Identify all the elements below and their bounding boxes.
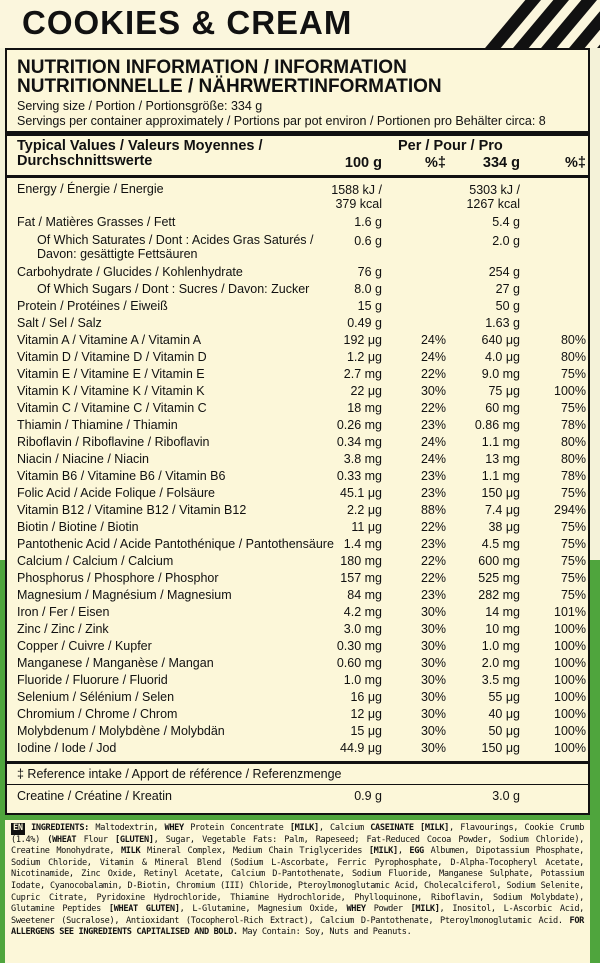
pct-serving: 80% <box>560 452 586 466</box>
allergen-text: [GLUTEN] <box>115 834 154 845</box>
col-100g: 100 g <box>344 155 382 171</box>
pct-serving: 75% <box>560 554 586 568</box>
pct-100g: 88% <box>420 503 446 517</box>
nutrient-row <box>7 281 588 298</box>
nutrition-heading-line2: NUTRITIONNELLE / NÄHRWERTINFORMATION <box>17 76 442 97</box>
nutrient-label: Vitamin D / Vitamine D / Vitamin D <box>17 350 207 364</box>
value-100g: 11 μg <box>351 520 382 534</box>
nutrition-rows <box>7 181 588 807</box>
pct-100g: 24% <box>420 452 446 466</box>
nutrient-row <box>7 536 588 553</box>
value-100g: 0.30 mg <box>336 639 382 653</box>
nutrient-row <box>7 723 588 740</box>
value-100g: 180 mg <box>340 554 382 568</box>
allergen-text: [MILK] <box>368 846 398 857</box>
value-serving: 38 μg <box>488 520 520 534</box>
nutrient-row <box>7 621 588 638</box>
ingredient-text: Maltodextrin, <box>88 823 165 833</box>
value-100g: 84 mg <box>347 588 382 602</box>
value-serving: 2.0 g <box>492 234 520 248</box>
pct-100g: 22% <box>420 520 446 534</box>
nutrient-rows-rest <box>7 264 588 807</box>
value-100g: 0.9 g <box>354 789 382 803</box>
value-serving: 14 mg <box>485 605 520 619</box>
value-serving: 150 μg <box>481 486 520 500</box>
pct-serving: 100% <box>554 690 586 704</box>
pct-serving: 75% <box>560 588 586 602</box>
allergen-text: WHEY <box>346 904 366 915</box>
pct-serving: 80% <box>560 333 586 347</box>
nutrient-row <box>7 587 588 604</box>
divider <box>7 175 588 178</box>
value-100g: 0.49 g <box>347 316 382 330</box>
value-serving: 2.0 mg <box>481 656 520 670</box>
reference-note <box>7 764 588 784</box>
pct-100g: 22% <box>420 367 446 381</box>
nutrient-label: Manganese / Manganèse / Mangan <box>17 656 214 670</box>
ingredient-text: Protein Concentrate <box>183 823 290 833</box>
nutrient-label: Protein / Protéines / Eiweiß <box>17 299 168 313</box>
ingredients-title: INGREDIENTS: <box>31 823 89 833</box>
value-serving: 0.86 mg <box>474 418 520 432</box>
nutrient-row <box>7 604 588 621</box>
value-serving: 150 μg <box>481 741 520 755</box>
pct-100g: 23% <box>420 418 446 432</box>
pct-serving: 75% <box>560 520 586 534</box>
value-100g: 2.2 μg <box>346 503 382 517</box>
nutrient-row <box>7 315 588 332</box>
pct-100g: 30% <box>420 384 446 398</box>
per-label: Per / Pour / Pro <box>398 138 503 154</box>
value-100g: 0.26 mg <box>336 418 382 432</box>
divider <box>7 131 588 136</box>
value-serving: 1.1 mg <box>481 435 520 449</box>
nutrient-row <box>7 332 588 349</box>
nutrient-row <box>7 638 588 655</box>
value-serving: 4.5 mg <box>481 537 520 551</box>
nutrient-label: Riboflavin / Riboflavine / Riboflavin <box>17 435 210 449</box>
nutrient-row <box>7 366 588 383</box>
nutrient-label: Vitamin B12 / Vitamine B12 / Vitamin B12 <box>17 503 247 517</box>
pct-serving: 100% <box>554 724 586 738</box>
allergen-text: [WHEAT GLUTEN] <box>108 904 180 915</box>
value-100g: 44.9 μg <box>340 741 382 755</box>
value-100g: 16 μg <box>350 690 382 704</box>
pct-serving: 75% <box>560 486 586 500</box>
ingredient-text: , L-Glutamine, Magnesium Oxide, <box>179 904 347 915</box>
pct-100g: 24% <box>420 350 446 364</box>
nutrient-row <box>7 706 588 723</box>
nutrient-row <box>7 689 588 706</box>
value-100g: 3.0 mg <box>343 622 382 636</box>
nutrient-label: Phosphorus / Phosphore / Phosphor <box>17 571 219 585</box>
value-serving: 50 g <box>495 299 520 313</box>
pct-100g: 22% <box>420 401 446 415</box>
value-100g: 76 g <box>357 265 382 279</box>
nutrient-row-creatine <box>7 785 588 807</box>
value-serving: 282 mg <box>478 588 520 602</box>
nutrient-row <box>7 672 588 689</box>
nutrient-label: Iron / Fer / Eisen <box>17 605 110 619</box>
language-badge: EN <box>13 823 23 833</box>
pct-serving: 100% <box>554 656 586 670</box>
value-serving: 640 μg <box>481 333 520 347</box>
pct-serving: 100% <box>554 384 586 398</box>
value-100g: 1.2 μg <box>346 350 382 364</box>
value-serving: 5.4 g <box>492 215 520 229</box>
value-100g: 0.60 mg <box>336 656 382 670</box>
pct-100g: 30% <box>420 741 446 755</box>
pct-100g: 30% <box>420 622 446 636</box>
value-serving: 3.5 mg <box>481 673 520 687</box>
nutrient-row <box>7 468 588 485</box>
allergen-text: MILK <box>120 846 141 857</box>
pct-serving: 100% <box>554 673 586 687</box>
value-100g: 8.0 g <box>354 282 382 296</box>
nutrient-label: Pantothenic Acid / Acide Pantothénique / Pantothensäure <box>17 537 334 551</box>
nutrient-row-energy <box>7 181 588 214</box>
nutrient-label: Chromium / Chrome / Chrom <box>17 707 178 721</box>
nutrient-label: Vitamin A / Vitamine A / Vitamin A <box>17 333 202 347</box>
nutrient-label: Biotin / Biotine / Biotin <box>17 520 139 534</box>
nutrient-label: Molybdenum / Molybdène / Molybdän <box>17 724 225 738</box>
value-serving: 60 mg <box>485 401 520 415</box>
value-100g: 45.1 μg <box>340 486 382 500</box>
nutrient-row <box>7 400 588 417</box>
nutrient-label: Of Which Sugars / Dont : Sucres / Davon: Zucker <box>37 282 310 296</box>
nutrient-label: Selenium / Sélénium / Selen <box>17 690 175 704</box>
ingredient-text: , Flavourings, Cookie Crumb (1.4%) <box>11 823 585 845</box>
value-serving: 3.0 g <box>492 789 520 803</box>
nutrient-row <box>7 553 588 570</box>
pct-serving: 101% <box>554 605 586 619</box>
nutrient-row <box>7 434 588 451</box>
ingredient-text: , <box>397 846 410 857</box>
value-serving: 600 mg <box>478 554 520 568</box>
pct-100g: 30% <box>420 656 446 670</box>
nutrient-row <box>7 349 588 366</box>
value-serving: 13 mg <box>485 452 520 466</box>
nutrient-row <box>7 383 588 400</box>
pct-serving: 75% <box>560 537 586 551</box>
allergen-text: [MILK] <box>289 823 319 833</box>
nutrient-label: Fluoride / Fluorure / Fluorid <box>17 673 168 687</box>
ingredient-text: May Contain: Soy, Nuts and Peanuts. <box>237 927 412 938</box>
col-pct-100g: %‡ <box>425 155 446 171</box>
nutrient-label: Copper / Cuivre / Kupfer <box>17 639 152 653</box>
nutrition-heading: NUTRITION INFORMATION / INFORMATION <box>17 57 407 78</box>
nutrient-label: Salt / Sel / Salz <box>17 316 102 330</box>
value-100g: 1.0 mg <box>343 673 382 687</box>
value-100g: 0.33 mg <box>336 469 382 483</box>
value-100g: 1.6 g <box>354 215 382 229</box>
allergen-text: CASEINATE [MILK] <box>370 823 450 833</box>
ingredient-text: , Inositol, L-Ascorbic Acid, Sweetener (Sucralose), Antioxidant (Tocopherol-Rich Extract), Calcium D-Pantothenate, Pteroylmonoglutamic Acid. <box>11 904 584 926</box>
pct-100g: 22% <box>420 554 446 568</box>
pct-serving: 100% <box>554 741 586 755</box>
value-serving: 1.1 mg <box>481 469 520 483</box>
nutrient-label: Vitamin C / Vitamine C / Vitamin C <box>17 401 207 415</box>
value-100g: 2.7 mg <box>343 367 382 381</box>
col-pct-serving: %‡ <box>565 155 586 171</box>
pct-serving: 78% <box>560 418 586 432</box>
pct-serving: 100% <box>554 622 586 636</box>
pct-serving: 75% <box>560 401 586 415</box>
value-serving: 7.4 μg <box>484 503 520 517</box>
pct-serving: 75% <box>560 571 586 585</box>
pct-100g: 30% <box>420 707 446 721</box>
pct-serving: 78% <box>560 469 586 483</box>
nutrient-label: Folic Acid / Acide Folique / Folsäure <box>17 486 216 500</box>
value-serving: 50 μg <box>488 724 520 738</box>
value-serving: 1.0 mg <box>481 639 520 653</box>
value-100g: 1.4 mg <box>343 537 382 551</box>
value-serving: 525 mg <box>478 571 520 585</box>
ingredients-text <box>11 823 584 937</box>
nutrient-label: Creatine / Créatine / Kreatin <box>17 789 172 803</box>
value-serving: 4.0 μg <box>484 350 520 364</box>
nutrient-row <box>7 231 588 264</box>
nutrient-row <box>7 655 588 672</box>
value-serving: 254 g <box>488 265 520 279</box>
nutrient-label: Vitamin E / Vitamine E / Vitamin E <box>17 367 205 381</box>
nutrient-label: Fat / Matières Grasses / Fett <box>17 215 176 229</box>
nutrition-panel <box>5 48 590 815</box>
pct-serving: 100% <box>554 707 586 721</box>
pct-serving: 100% <box>554 639 586 653</box>
nutrient-row <box>7 570 588 587</box>
value-100g: 192 μg <box>343 333 382 347</box>
energy-100g: 1588 kJ / 379 kcal <box>331 183 382 211</box>
ingredient-text: Flour <box>76 834 116 845</box>
value-serving: 27 g <box>495 282 520 296</box>
ingredient-text: , Calcium <box>318 823 371 833</box>
servings-per-container: Servings per container approximately / Portions par pot environ / Portionen pro Behälter circa: 8 <box>17 114 546 128</box>
value-100g: 12 μg <box>350 707 382 721</box>
value-100g: 15 g <box>357 299 382 313</box>
pct-100g: 24% <box>420 435 446 449</box>
ingredient-text: Powder <box>365 904 411 915</box>
value-100g: 157 mg <box>340 571 382 585</box>
nutrient-row <box>7 485 588 502</box>
energy-serving: 5303 kJ / 1267 kcal <box>466 183 520 211</box>
allergen-text: EGG <box>409 846 424 857</box>
nutrient-label: Of Which Saturates / Dont : Acides Gras Saturés / Davon: gesättigte Fettsäuren <box>37 233 314 261</box>
ingredient-text: Albumen, Dipotassium Phosphate, Sodium Chloride, Vitamin & Mineral Blend (Sodium L-Ascorbate, Ferric Pyrophosphate, D-Alpha-Tocopheryl Acetate, Nicotinamide, Zinc Oxide, Retinyl Acetate, Calcium D-Pantothenate, Sodium Fluoride, Manganese Sulphate, Potassium Iodate, Cyanocobalamin, D-Biotin, Chromium (III) Chloride, Pteroylmonoglutamic Acid, Cholecalciferol, Sodium Selenite, Cupric Citrate, Pyridoxine Hydrochloride, Thiamine Hydrochloride, Phylloquinone, Riboflavin, Sodium Molybdate), Glutamine Peptides <box>11 846 584 915</box>
nutrient-label: Iodine / Iode / Jod <box>17 741 117 755</box>
nutrient-label: Niacin / Niacine / Niacin <box>17 452 149 466</box>
allergen-text: (WHEAT <box>47 834 77 845</box>
allergen-text: FOR ALLERGENS SEE INGREDIENTS CAPITALISED AND BOLD. <box>11 915 584 938</box>
value-100g: 0.6 g <box>354 234 382 248</box>
value-serving: 9.0 mg <box>481 367 520 381</box>
nutrient-row <box>7 417 588 434</box>
value-serving: 55 μg <box>488 690 520 704</box>
ingredient-text: , Sugar, Vegetable Fats: Palm, Rapeseed; Fat-Reduced Cocoa Powder, Sodium Chloride), Creatine Monohydrate, <box>11 834 584 857</box>
nutrient-label: Carbohydrate / Glucides / Kohlenhydrate <box>17 265 243 279</box>
pct-100g: 30% <box>420 724 446 738</box>
pct-serving: 294% <box>554 503 586 517</box>
nutrient-row <box>7 502 588 519</box>
value-100g: 15 μg <box>350 724 382 738</box>
allergen-text: [MILK] <box>410 904 440 915</box>
nutrient-label: Thiamin / Thiamine / Thiamin <box>17 418 178 432</box>
nutrient-label: Energy / Énergie / Energie <box>17 182 164 196</box>
pct-100g: 23% <box>420 537 446 551</box>
nutrient-row <box>7 740 588 757</box>
pct-serving: 80% <box>560 435 586 449</box>
col-serving: 334 g <box>482 155 520 171</box>
pct-100g: 24% <box>420 333 446 347</box>
value-serving: 1.63 g <box>485 316 520 330</box>
pct-100g: 22% <box>420 571 446 585</box>
ingredients-block <box>5 820 590 963</box>
pct-serving: 80% <box>560 350 586 364</box>
value-100g: 3.8 mg <box>343 452 382 466</box>
nutrient-label: Magnesium / Magnésium / Magnesium <box>17 588 232 602</box>
nutrient-label: Vitamin K / Vitamine K / Vitamin K <box>17 384 205 398</box>
nutrient-row <box>7 264 588 281</box>
value-100g: 18 mg <box>347 401 382 415</box>
nutrient-label: Vitamin B6 / Vitamine B6 / Vitamin B6 <box>17 469 226 483</box>
typical-values-label-line2: Durchschnittswerte <box>17 153 153 169</box>
pct-100g: 23% <box>420 469 446 483</box>
allergen-text: WHEY <box>164 823 184 833</box>
pct-100g: 30% <box>420 605 446 619</box>
product-title: COOKIES & CREAM <box>22 4 353 41</box>
value-serving: 10 mg <box>485 622 520 636</box>
ingredient-text: Mineral Complex, Medium Chain Triglycerides <box>140 846 369 857</box>
serving-size: Serving size / Portion / Portionsgröße: 334 g <box>17 99 263 113</box>
reference-note-text: ‡ Reference intake / Apport de référence / Referenzmenge <box>17 767 342 781</box>
pct-100g: 30% <box>420 673 446 687</box>
value-100g: 22 μg <box>350 384 382 398</box>
pct-100g: 23% <box>420 588 446 602</box>
value-100g: 4.2 mg <box>343 605 382 619</box>
nutrient-row <box>7 298 588 315</box>
pct-100g: 30% <box>420 639 446 653</box>
pct-100g: 30% <box>420 690 446 704</box>
nutrient-row <box>7 519 588 536</box>
stripe-decoration <box>480 0 600 48</box>
nutrient-row <box>7 451 588 468</box>
nutrient-label: Zinc / Zinc / Zink <box>17 622 109 636</box>
value-100g: 0.34 mg <box>336 435 382 449</box>
value-serving: 40 μg <box>488 707 520 721</box>
value-serving: 75 μg <box>488 384 520 398</box>
pct-100g: 23% <box>420 486 446 500</box>
typical-values-label: Typical Values / Valeurs Moyennes / <box>17 138 263 154</box>
nutrient-row <box>7 214 588 231</box>
nutrient-label: Calcium / Calcium / Calcium <box>17 554 174 568</box>
pct-serving: 75% <box>560 367 586 381</box>
